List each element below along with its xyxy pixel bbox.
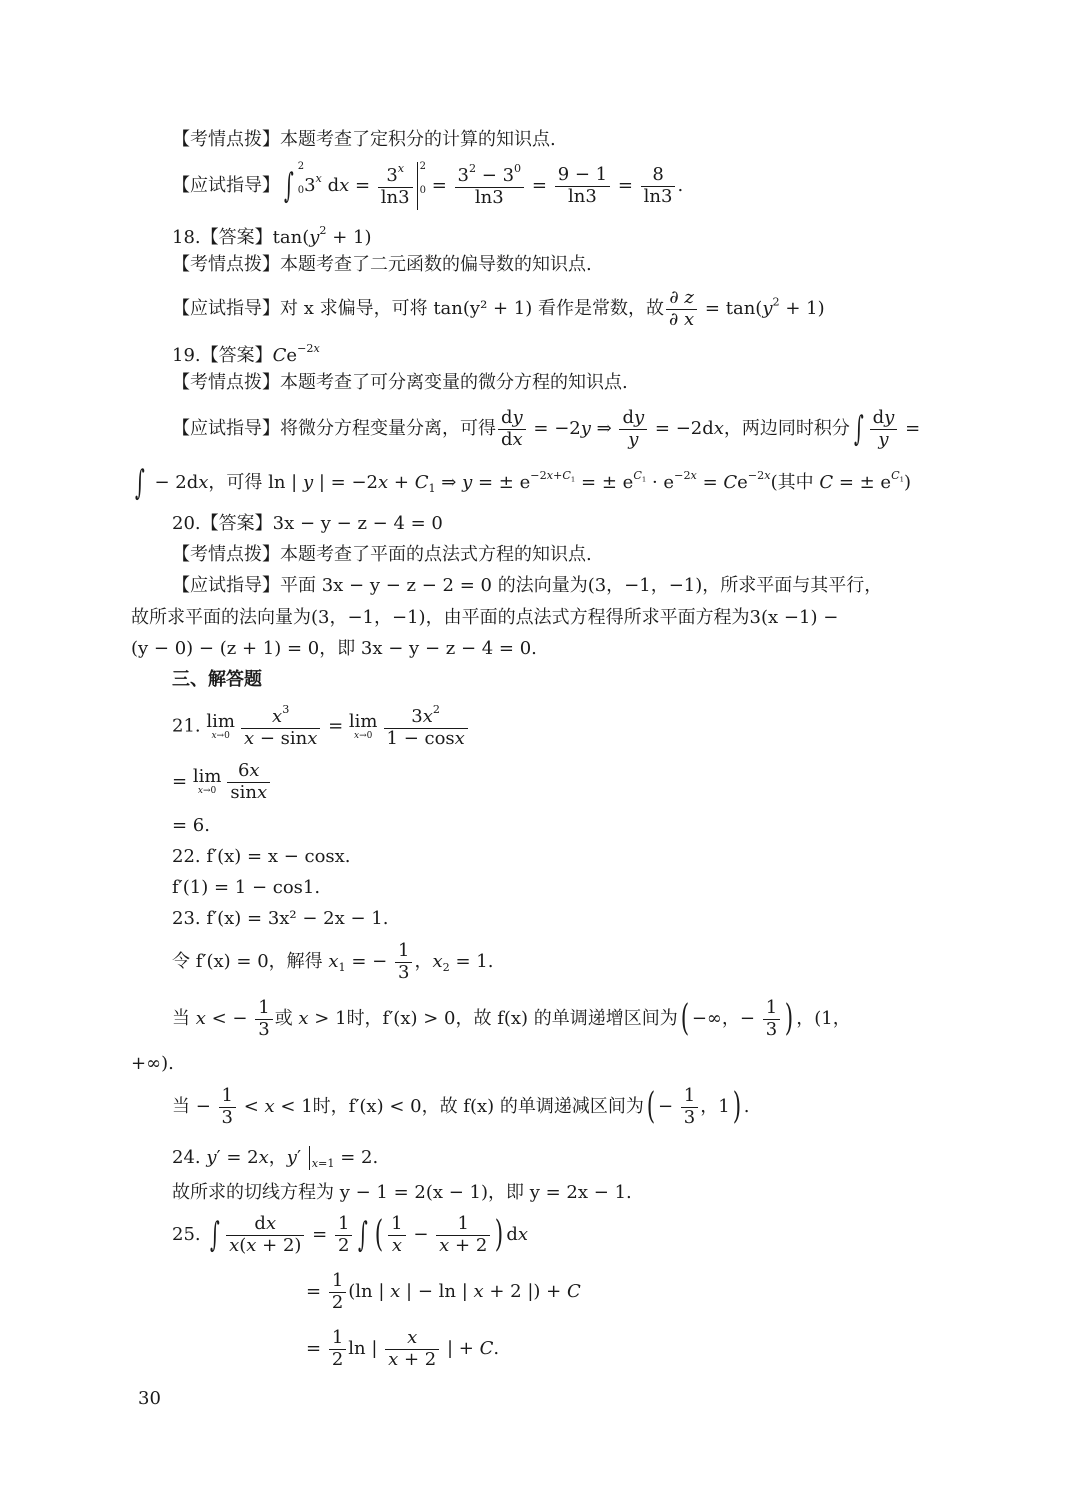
- line-23-c-text-3: 时，f′(x) > 0，故 f(x) 的单调递增区间为: [346, 1008, 678, 1030]
- line-21-result: = 6.: [172, 815, 210, 836]
- answer-label: 19.【答案】: [172, 344, 273, 366]
- line-20-guide-cont-2: (y − 0) − (z + 1) = 0，即 3x − y − z − 4 = 0.: [131, 638, 537, 659]
- line-23-d-text-1: 当: [172, 1096, 190, 1118]
- line-20-note: 【考情点拨】本题考查了平面的点法式方程的知识点.: [172, 544, 592, 565]
- section-heading: 三、解答题: [172, 669, 262, 690]
- line-24-a: 24. y′ = 2x，y′ $_{x=1}$ = 2.: [172, 1147, 379, 1170]
- answer-label: 18.【答案】: [172, 226, 273, 248]
- line-18-answer: 18.【答案】$\tan(y^2 + 1)$: [172, 224, 372, 248]
- guide-text-2: ，两边同时积分: [723, 418, 850, 440]
- line-25-step-2: = $\frac{1}{2}$ (ln | x | − ln | x + 2 |) + C: [306, 1270, 581, 1313]
- line-21-step-2: = lim x→0 $\frac{6x}{\sin x}$: [172, 761, 272, 803]
- line-18-guide: 【应试指导】对 x 求偏导，可将 tan(y² + 1) 看作是常数，故 $\frac{\partial z}{\partial x}$ = $\tan(y^2 + 1)$: [172, 287, 825, 330]
- guide-label: 【应试指导】: [172, 175, 280, 196]
- line-25-step-1: 25. ∫ $\frac{dx}{x(x + 2)}$ = $\frac{1}{2}$ ∫ ( $\frac{1}{x}$ − $\frac{1}{x + 2}$ ) dx: [172, 1213, 529, 1256]
- line-21-step-1: 21. lim x→0 $\frac{x^3}{x - \sin x}$ = lim x→0 $\frac{3x^2}{1 - \cos x}$: [172, 704, 470, 749]
- line-19-guide: 【应试指导】将微分方程变量分离，可得 $\frac{dy}{dx}$ = −2y ⇒ $\frac{dy}{y}$ = −2dx，两边同时积分 ∫ $\frac{dy}{y}$ =: [172, 407, 921, 450]
- line-20-guide: 【应试指导】平面 3x − y − z − 2 = 0 的法向量为(3，−1，−1)，所求平面与其平行，: [172, 575, 883, 596]
- line-23-c-text-1: 当: [172, 1008, 190, 1030]
- line-20-guide-cont-1: 故所求平面的法向量为(3，−1，−1)，由平面的点法式方程得所求平面方程为3(x −1) −: [131, 607, 839, 628]
- line-19-answer: 19.【答案】$Ce^{-2x}$: [172, 342, 320, 366]
- line-23-d: 当 − $\frac{1}{3}$ < x < 1时，f′(x) < 0，故 f(x) 的单调递减区间为( − $\frac{1}{3}$ ，1) .: [172, 1085, 750, 1128]
- line-22-a: 22. f′(x) = x − cosx.: [172, 846, 351, 867]
- line-23-c: 当 x < − $\frac{1}{3}$ 或 x > 1时，f′(x) > 0，故 f(x) 的单调递增区间为( −∞，− $\frac{1}{3}$ ) ，(1，: [172, 997, 851, 1040]
- line-25-step-3: = $\frac{1}{2}$ ln | $\frac{x}{x + 2}$ | + C.: [306, 1327, 500, 1370]
- line-23-c-text-2: 或: [274, 1008, 293, 1030]
- line-24-b: 故所求的切线方程为 y − 1 = 2(x − 1)，即 y = 2x − 1.: [172, 1182, 632, 1203]
- guide-text: 【应试指导】对 x 求偏导，可将 tan(y² + 1) 看作是常数，故: [172, 298, 665, 320]
- line-22-b: f′(1) = 1 − cos1.: [172, 877, 321, 898]
- line-17-guide: 【应试指导】 ∫ 2 0 3$^x$ dx = $\frac{3^x}{\ln 3}$ 2 0 = $\frac{3^2 - 3^0}{\ln 3}$ = $\frac{9 - 1}{\ln 3}$ = $\frac{8}{\ln 3}$ .: [172, 162, 683, 210]
- line-19-note: 【考情点拨】本题考查了可分离变量的微分方程的知识点.: [172, 372, 628, 393]
- line-23-d-text-2: 时，f′(x) < 0，故 f(x) 的单调递减区间为: [312, 1096, 644, 1118]
- line-23-a: 23. f′(x) = 3x² − 2x − 1.: [172, 908, 389, 929]
- guide-text-3: ，可得: [208, 472, 263, 493]
- line-20-answer: 20.【答案】3x − y − z − 4 = 0: [172, 513, 443, 534]
- line-23-b: 令 f′(x) = 0，解得 $x_1$ = − $\frac{1}{3}$ ，$x_2 = 1$.: [172, 940, 494, 983]
- line-18-note: 【考情点拨】本题考查了二元函数的偏导数的知识点.: [172, 254, 592, 275]
- line-23-c-cont: +∞).: [131, 1053, 174, 1074]
- line-23-b-text: 令 f′(x) = 0，解得: [172, 951, 323, 973]
- guide-text: 【应试指导】将微分方程变量分离，可得: [172, 418, 496, 440]
- line-19-guide-cont: ∫ − 2dx，可得 ln | y | = $-2x + C_1$ ⇒ y = ± $e^{-2x+C_1}$ = ± $e^{C_1} \cdot e^{-2x} = Ce^{-2x}$(其中 C = ± $e^{C_1}$): [134, 463, 912, 503]
- line-17-note: 【考情点拨】本题考查了定积分的计算的知识点.: [172, 129, 556, 150]
- page-number: 30: [138, 1388, 161, 1409]
